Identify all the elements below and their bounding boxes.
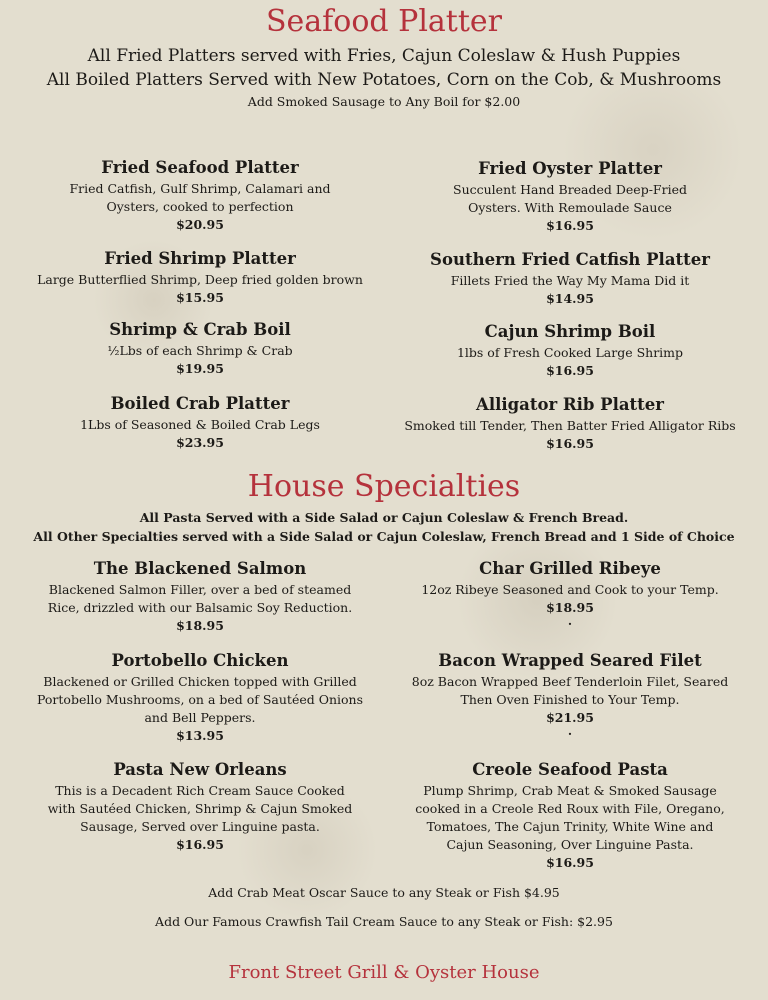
menu-item bbox=[385, 760, 755, 870]
item-price: $16.95 bbox=[546, 855, 594, 870]
item-desc: Blackened Salmon Filler, over a bed of steamed Rice, drizzled with our Balsamic Soy Reduction. bbox=[47, 582, 353, 615]
item-desc: Blackened or Grilled Chicken topped with Grilled Portobello Mushrooms, on a bed of Sautéed Onions and Bell Peppers. bbox=[36, 674, 364, 725]
item-price: $21.95 bbox=[546, 710, 594, 725]
menu-item bbox=[15, 320, 385, 376]
menu-item bbox=[385, 322, 755, 378]
item-price: $16.95 bbox=[176, 837, 224, 852]
menu-item bbox=[385, 159, 755, 233]
addon-crawfish-sauce: Add Our Famous Crawfish Tail Cream Sauce to any Steak or Fish: $2.95 bbox=[155, 914, 613, 929]
menu-item bbox=[15, 559, 385, 633]
item-price: $15.95 bbox=[176, 290, 224, 305]
addon-crab-oscar: Add Crab Meat Oscar Sauce to any Steak or Fish $4.95 bbox=[208, 885, 560, 900]
item-name: Cajun Shrimp Boil bbox=[484, 322, 656, 341]
item-price: $20.95 bbox=[176, 217, 224, 232]
restaurant-name: Front Street Grill & Oyster House bbox=[228, 962, 540, 983]
item-name: Char Grilled Ribeye bbox=[479, 559, 661, 578]
item-desc: Smoked till Tender, Then Batter Fried Alligator Ribs bbox=[404, 418, 736, 433]
item-price: $19.95 bbox=[176, 361, 224, 376]
item-name: Boiled Crab Platter bbox=[110, 394, 290, 413]
item-price: $14.95 bbox=[546, 291, 594, 306]
menu-item bbox=[15, 249, 385, 305]
item-price: $13.95 bbox=[176, 728, 224, 743]
item-name: Shrimp & Crab Boil bbox=[109, 320, 291, 339]
item-price: $18.95 bbox=[546, 600, 594, 615]
item-desc: Large Butterflied Shrimp, Deep fried golden brown bbox=[37, 272, 363, 287]
item-desc: ½Lbs of each Shrimp & Crab bbox=[107, 343, 293, 358]
menu-item bbox=[385, 395, 755, 451]
menu-item bbox=[15, 158, 385, 232]
item-desc: This is a Decadent Rich Cream Sauce Cooked with Sautéed Chicken, Shrimp & Cajun Smoked Sausage, Served over Linguine pasta. bbox=[47, 783, 353, 834]
item-desc: Plump Shrimp, Crab Meat & Smoked Sausage cooked in a Creole Red Roux with File, Oregano, Tomatoes, The Cajun Trinity, White Wine and Cajun Seasoning, Over Linguine Pasta. bbox=[415, 783, 725, 852]
item-desc: Succulent Hand Breaded Deep-Fried Oysters. With Remoulade Sauce bbox=[453, 182, 687, 215]
divider-dot: . bbox=[567, 614, 573, 628]
item-price: $16.95 bbox=[546, 218, 594, 233]
item-price: $18.95 bbox=[176, 618, 224, 633]
item-price: $16.95 bbox=[546, 363, 594, 378]
pasta-note: All Pasta Served with a Side Salad or Cajun Coleslaw & French Bread. bbox=[139, 510, 629, 525]
item-name: Creole Seafood Pasta bbox=[472, 760, 668, 779]
menu-item bbox=[15, 651, 385, 743]
menu-item bbox=[385, 250, 755, 306]
menu-item bbox=[15, 760, 385, 852]
item-desc: Fried Catfish, Gulf Shrimp, Calamari and Oysters, cooked to perfection bbox=[69, 181, 331, 214]
sausage-note: Add Smoked Sausage to Any Boil for $2.00 bbox=[247, 94, 521, 109]
item-desc: Fillets Fried the Way My Mama Did it bbox=[450, 273, 690, 288]
item-desc: 1lbs of Fresh Cooked Large Shrimp bbox=[456, 345, 684, 360]
item-name: Fried Oyster Platter bbox=[478, 159, 662, 178]
divider-dot: . bbox=[567, 724, 573, 738]
specialties-note: All Other Specialties served with a Side Salad or Cajun Coleslaw, French Bread and 1 Side of Choice bbox=[33, 529, 735, 544]
boiled-platter-note: All Boiled Platters Served with New Potatoes, Corn on the Cob, & Mushrooms bbox=[46, 70, 722, 90]
item-desc: 12oz Ribeye Seasoned and Cook to your Temp. bbox=[421, 582, 719, 597]
item-name: Pasta New Orleans bbox=[113, 760, 287, 779]
item-name: Southern Fried Catfish Platter bbox=[430, 250, 710, 269]
fried-platter-note: All Fried Platters served with Fries, Cajun Coleslaw & Hush Puppies bbox=[87, 46, 681, 66]
item-price: $16.95 bbox=[546, 436, 594, 451]
menu-item bbox=[15, 394, 385, 450]
item-desc: 1Lbs of Seasoned & Boiled Crab Legs bbox=[80, 417, 320, 432]
item-name: Fried Seafood Platter bbox=[101, 158, 299, 177]
item-name: Fried Shrimp Platter bbox=[104, 249, 296, 268]
item-desc: 8oz Bacon Wrapped Beef Tenderloin Filet, Seared Then Oven Finished to Your Temp. bbox=[411, 674, 729, 707]
item-name: The Blackened Salmon bbox=[93, 559, 307, 578]
house-specialties-title: House Specialties bbox=[247, 469, 521, 504]
seafood-title: Seafood Platter bbox=[265, 4, 503, 39]
item-price: $23.95 bbox=[176, 435, 224, 450]
item-name: Alligator Rib Platter bbox=[476, 395, 664, 414]
menu-item bbox=[385, 651, 755, 737]
menu-item bbox=[385, 559, 755, 627]
item-name: Portobello Chicken bbox=[111, 651, 289, 670]
item-name: Bacon Wrapped Seared Filet bbox=[438, 651, 702, 670]
